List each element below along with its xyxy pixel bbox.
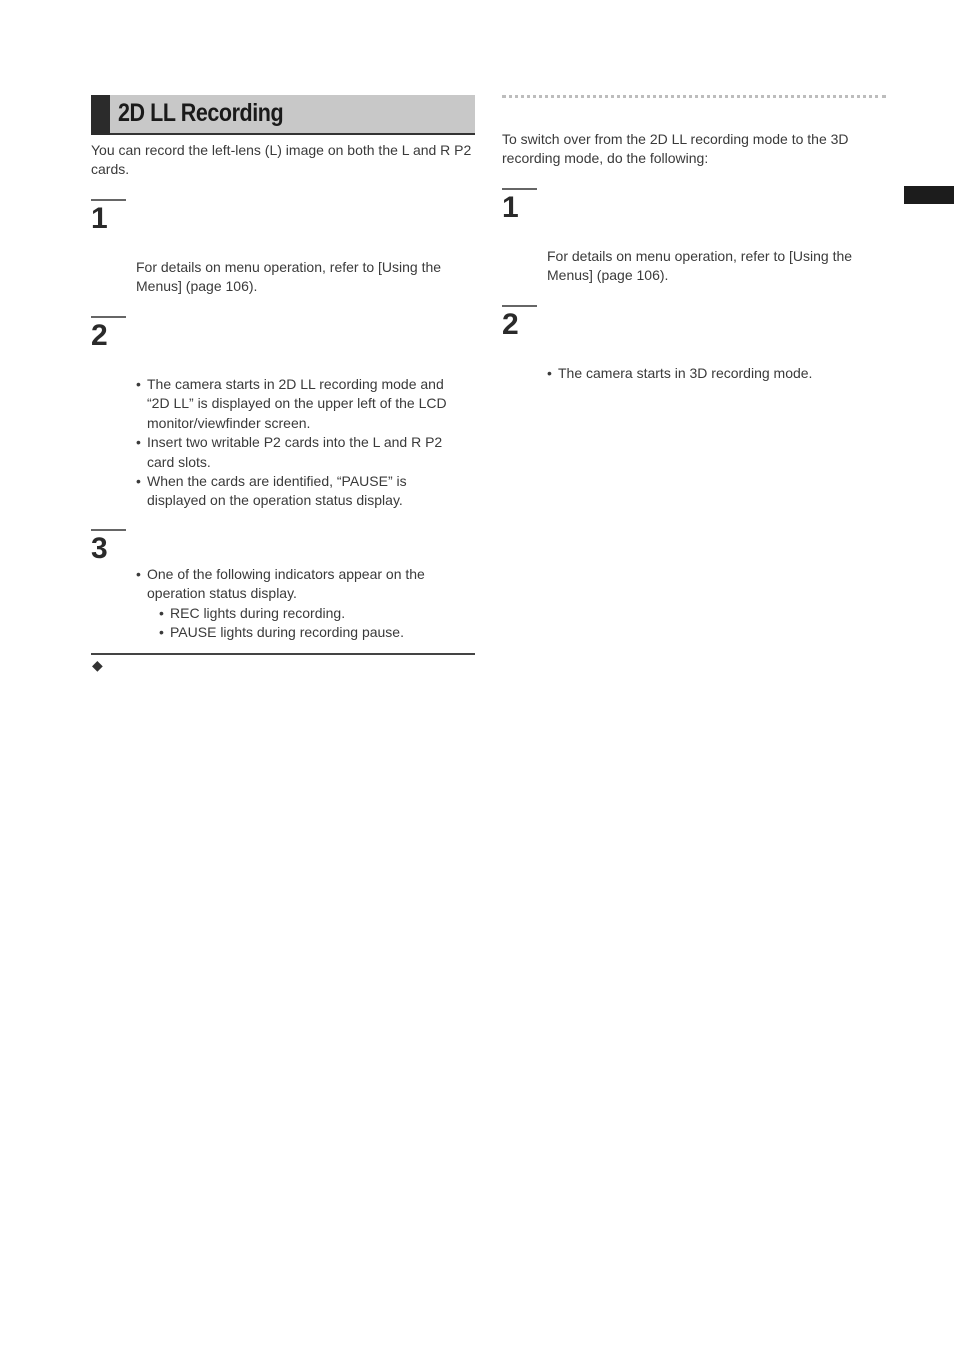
bullet-dot: • <box>159 624 164 641</box>
step-divider <box>91 316 126 318</box>
bullet-text: Insert two writable P2 cards into the L and R P2 card slots. <box>147 434 443 470</box>
chapter-tab-marker <box>904 186 954 204</box>
list-item <box>136 375 466 433</box>
step-bullet-list <box>136 565 456 604</box>
step-note: For details on menu operation, refer to [Using the Menus] (page 106). <box>547 248 853 284</box>
bullet-dot: • <box>136 434 141 451</box>
section-title: 2D LL Recording <box>118 99 284 127</box>
section-heading <box>91 95 475 135</box>
bullet-text: One of the following indicators appear on the operation status display. <box>147 566 425 602</box>
bullet-dot: • <box>136 566 141 582</box>
step-divider <box>91 199 126 201</box>
step-number: 2 <box>502 308 519 341</box>
list-item <box>136 565 456 604</box>
bullet-dot: • <box>136 473 141 490</box>
step-divider <box>502 188 537 190</box>
list-item <box>136 472 466 511</box>
step-divider <box>502 305 537 307</box>
list-item <box>159 604 459 623</box>
step-number: 1 <box>502 191 519 224</box>
bullet-dot: • <box>136 376 141 392</box>
step-bullet-list <box>547 364 877 383</box>
step-divider <box>91 529 126 531</box>
step-bullet-list <box>136 375 466 511</box>
step-note: For details on menu operation, refer to [Using the Menus] (page 106). <box>136 259 442 295</box>
bullet-text: REC lights during recording. <box>170 605 346 621</box>
step-number: 1 <box>91 202 108 235</box>
bullet-text: The camera starts in 2D LL recording mode and “2D LL” is displayed on the upper left of the LCD monitor/viewfinder screen. <box>147 376 447 431</box>
list-item <box>547 364 877 383</box>
bullet-text: When the cards are identified, “PAUSE” is displayed on the operation status display. <box>147 473 407 509</box>
bullet-text: PAUSE lights during recording pause. <box>170 624 404 641</box>
intro-text: To switch over from the 2D LL recording mode to the 3D recording mode, do the following: <box>502 131 849 166</box>
heading-accent-bar <box>91 95 110 135</box>
section-end-rule <box>91 653 475 655</box>
diamond-icon: ◆ <box>92 657 103 673</box>
bullet-dot: • <box>159 605 164 621</box>
list-item <box>136 433 466 472</box>
step-number: 2 <box>91 319 108 352</box>
intro-text: You can record the left-lens (L) image on both the L and R P2 cards. <box>91 142 472 177</box>
step-sub-bullet-list <box>159 604 459 643</box>
step-number: 3 <box>91 532 108 565</box>
dotted-separator <box>502 95 886 98</box>
list-item <box>159 623 459 642</box>
bullet-text: The camera starts in 3D recording mode. <box>558 365 813 381</box>
bullet-dot: • <box>547 365 552 381</box>
